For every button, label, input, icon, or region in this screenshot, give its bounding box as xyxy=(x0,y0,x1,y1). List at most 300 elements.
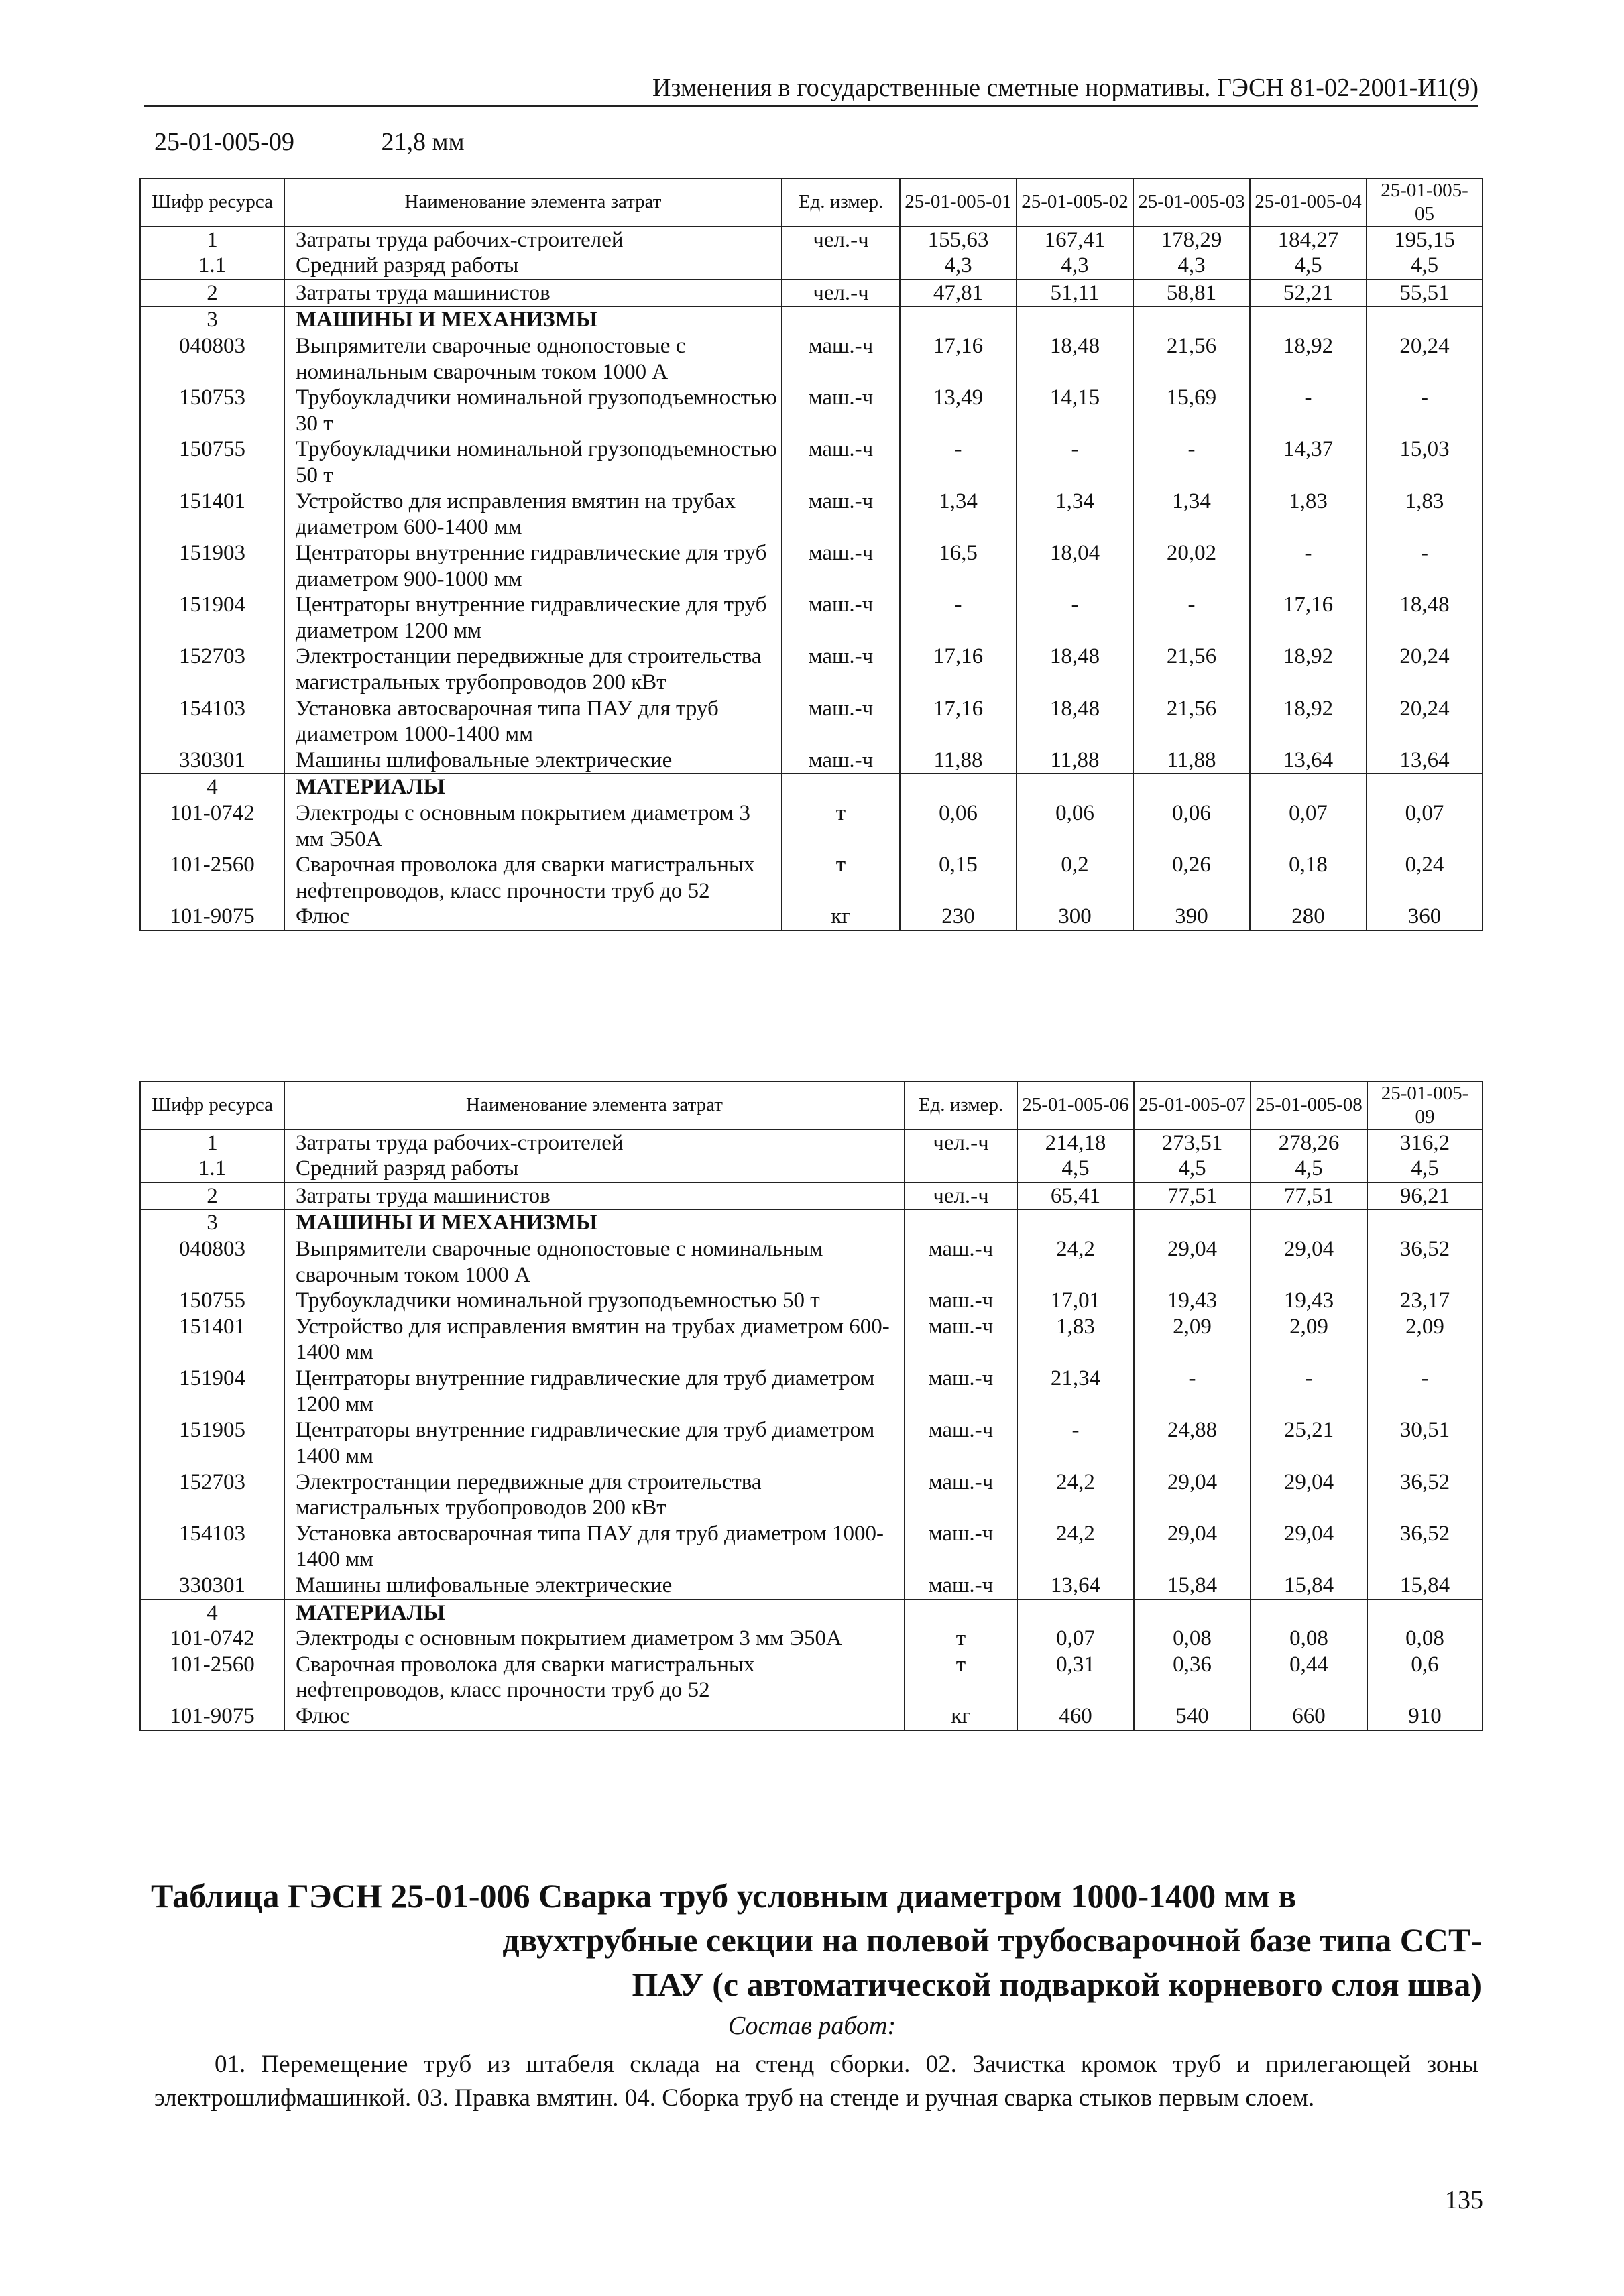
cell-value: 16,5 xyxy=(900,540,1017,592)
table-section-row xyxy=(140,1599,1483,1626)
cell-value: 660 xyxy=(1251,1703,1367,1730)
cell-value: 0,31 xyxy=(1017,1652,1134,1703)
cell-code: 2 xyxy=(140,280,284,307)
cell-unit xyxy=(905,1209,1017,1236)
cell-value: 4,5 xyxy=(1134,1156,1251,1183)
cell-code: 040803 xyxy=(140,333,284,385)
cell-value: 0,06 xyxy=(1017,800,1133,852)
cell-value: 13,64 xyxy=(1250,747,1367,774)
cell-value: 29,04 xyxy=(1251,1236,1367,1288)
norm-code: 25-01-005-09 xyxy=(154,128,294,156)
cell-value: 29,04 xyxy=(1251,1521,1367,1573)
cell-code: 330301 xyxy=(140,747,284,774)
cell-code: 4 xyxy=(140,1599,284,1626)
cell-value: 29,04 xyxy=(1134,1469,1251,1521)
cell-name: Центраторы внутренние гидравлические для труб диаметром 1200 мм xyxy=(284,592,782,644)
cell-unit: маш.-ч xyxy=(905,1521,1017,1573)
cell-value: 1,34 xyxy=(1017,489,1133,540)
cell-code: 150755 xyxy=(140,436,284,488)
cell-value: 540 xyxy=(1134,1703,1251,1730)
cell-value: 21,56 xyxy=(1133,644,1250,695)
cell-unit xyxy=(905,1599,1017,1626)
cell-value xyxy=(1017,774,1133,800)
table-row xyxy=(140,540,1483,592)
work-composition-heading: Состав работ: xyxy=(728,2012,896,2040)
cell-name: Флюс xyxy=(284,1703,905,1730)
header-col: 25-01-005-08 xyxy=(1251,1081,1367,1130)
cell-value: 1,34 xyxy=(1133,489,1250,540)
cell-value: 17,16 xyxy=(900,644,1017,695)
cell-unit: кг xyxy=(782,904,900,930)
cell-unit: маш.-ч xyxy=(782,747,900,774)
cell-unit: чел.-ч xyxy=(782,280,900,307)
cell-value xyxy=(900,306,1017,333)
cell-value: 0,15 xyxy=(900,852,1017,904)
table-section-row xyxy=(140,1209,1483,1236)
cell-value: 11,88 xyxy=(1133,747,1250,774)
header-unit: Ед. измер. xyxy=(905,1081,1017,1130)
cell-code: 1 xyxy=(140,227,284,253)
cell-value: - xyxy=(900,436,1017,488)
table-row xyxy=(140,1314,1483,1366)
cell-name: Электроды с основным покрытием диаметром 3 мм Э50А xyxy=(284,1626,905,1652)
cell-value xyxy=(900,774,1017,800)
cell-value: 15,69 xyxy=(1133,385,1250,436)
cell-name: Центраторы внутренние гидравлические для труб диаметром 1200 мм xyxy=(284,1366,905,1417)
cell-name: Устройство для исправления вмятин на трубах диаметром 600-1400 мм xyxy=(284,1314,905,1366)
cell-unit: маш.-ч xyxy=(905,1469,1017,1521)
cell-value: 65,41 xyxy=(1017,1183,1134,1210)
cell-value: 52,21 xyxy=(1250,280,1367,307)
cell-name: Сварочная проволока для сварки магистральных нефтепроводов, класс прочности труб до 52 xyxy=(284,1652,905,1703)
header-name: Наименование элемента затрат xyxy=(284,178,782,227)
cell-code: 150755 xyxy=(140,1288,284,1314)
cell-value: 36,52 xyxy=(1367,1469,1483,1521)
cell-value: 460 xyxy=(1017,1703,1134,1730)
cell-value: 278,26 xyxy=(1251,1130,1367,1156)
cell-name: МАТЕРИАЛЫ xyxy=(284,774,782,800)
table-row xyxy=(140,1652,1483,1703)
cell-unit xyxy=(782,306,900,333)
table-body xyxy=(140,1130,1483,1730)
cell-value: 20,24 xyxy=(1367,644,1483,695)
table-row xyxy=(140,385,1483,436)
cell-value: - xyxy=(1134,1366,1251,1417)
cell-value: 0,08 xyxy=(1251,1626,1367,1652)
cell-name: Установка автосварочная типа ПАУ для труб диаметром 1000-1400 мм xyxy=(284,696,782,747)
cell-unit: чел.-ч xyxy=(782,227,900,253)
cell-unit: маш.-ч xyxy=(782,696,900,747)
cell-value: 29,04 xyxy=(1134,1236,1251,1288)
title-rest: двухтрубные секции на полевой трубосварочной базе типа ССТ-ПАУ (с автоматической подваркой корневого слоя шва) xyxy=(502,1921,1482,2003)
cell-code: 152703 xyxy=(140,644,284,695)
table-row xyxy=(140,489,1483,540)
cell-value xyxy=(1367,1209,1483,1236)
cell-value xyxy=(1250,306,1367,333)
table-row xyxy=(140,644,1483,695)
cell-unit: маш.-ч xyxy=(782,540,900,592)
cell-code: 3 xyxy=(140,306,284,333)
cell-value: 0,36 xyxy=(1134,1652,1251,1703)
cell-code: 101-0742 xyxy=(140,800,284,852)
norm-table-1 xyxy=(139,178,1483,931)
table-row xyxy=(140,436,1483,488)
cell-value: 17,16 xyxy=(1250,592,1367,644)
cell-name: Затраты труда машинистов xyxy=(284,1183,905,1210)
cell-value: 20,24 xyxy=(1367,696,1483,747)
cell-name: Затраты труда машинистов xyxy=(284,280,782,307)
table-row xyxy=(140,852,1483,904)
cell-code: 040803 xyxy=(140,1236,284,1288)
cell-value: 17,16 xyxy=(900,696,1017,747)
cell-value: 47,81 xyxy=(900,280,1017,307)
cell-value: 29,04 xyxy=(1134,1521,1251,1573)
cell-unit: маш.-ч xyxy=(782,489,900,540)
table-row xyxy=(140,1130,1483,1156)
cell-code: 101-2560 xyxy=(140,1652,284,1703)
cell-value: 25,21 xyxy=(1251,1417,1367,1469)
cell-value: 13,64 xyxy=(1367,747,1483,774)
cell-unit xyxy=(782,774,900,800)
cell-value: 15,03 xyxy=(1367,436,1483,488)
table-row xyxy=(140,1288,1483,1314)
cell-value: 0,2 xyxy=(1017,852,1133,904)
cell-value: 4,3 xyxy=(900,253,1017,280)
cell-code: 154103 xyxy=(140,1521,284,1573)
cell-value: - xyxy=(1250,385,1367,436)
cell-value: 20,24 xyxy=(1367,333,1483,385)
cell-value: - xyxy=(1250,540,1367,592)
cell-value: 30,51 xyxy=(1367,1417,1483,1469)
cell-name: Средний разряд работы xyxy=(284,1156,905,1183)
cell-value: 0,08 xyxy=(1134,1626,1251,1652)
cell-value: 0,26 xyxy=(1133,852,1250,904)
cell-code: 151401 xyxy=(140,489,284,540)
cell-value: 19,43 xyxy=(1251,1288,1367,1314)
cell-value: 1,34 xyxy=(900,489,1017,540)
cell-value: 21,56 xyxy=(1133,333,1250,385)
cell-value: 4,5 xyxy=(1251,1156,1367,1183)
cell-value: 14,37 xyxy=(1250,436,1367,488)
cell-value: - xyxy=(1133,436,1250,488)
table-row xyxy=(140,1703,1483,1730)
cell-unit: маш.-ч xyxy=(905,1417,1017,1469)
cell-name: Машины шлифовальные электрические xyxy=(284,1573,905,1599)
cell-value: 0,06 xyxy=(1133,800,1250,852)
cell-unit: маш.-ч xyxy=(782,592,900,644)
cell-value: 36,52 xyxy=(1367,1521,1483,1573)
cell-unit: маш.-ч xyxy=(905,1288,1017,1314)
cell-value: 18,48 xyxy=(1017,644,1133,695)
cell-value xyxy=(1134,1599,1251,1626)
cell-value: 360 xyxy=(1367,904,1483,930)
cell-value: - xyxy=(900,592,1017,644)
cell-unit: маш.-ч xyxy=(782,644,900,695)
cell-unit: т xyxy=(782,800,900,852)
cell-value xyxy=(1133,774,1250,800)
header-text: Изменения в государственные сметные нормативы. ГЭСН 81-02-2001-И1(9) xyxy=(652,74,1478,102)
header-code: Шифр ресурса xyxy=(140,1081,284,1130)
table-row xyxy=(140,280,1483,307)
cell-value: 18,48 xyxy=(1367,592,1483,644)
cell-value: 0,06 xyxy=(900,800,1017,852)
cell-value: - xyxy=(1367,1366,1483,1417)
table-row xyxy=(140,696,1483,747)
cell-unit: кг xyxy=(905,1703,1017,1730)
cell-value: 0,6 xyxy=(1367,1652,1483,1703)
cell-code: 4 xyxy=(140,774,284,800)
norm-diameter: 21,8 мм xyxy=(381,128,465,156)
cell-value: 58,81 xyxy=(1133,280,1250,307)
table-row xyxy=(140,1156,1483,1183)
cell-value: 0,07 xyxy=(1250,800,1367,852)
cell-value: 15,84 xyxy=(1251,1573,1367,1599)
cell-name: МАШИНЫ И МЕХАНИЗМЫ xyxy=(284,306,782,333)
cell-value: 0,07 xyxy=(1367,800,1483,852)
cell-value: 11,88 xyxy=(1017,747,1133,774)
header-unit: Ед. измер. xyxy=(782,178,900,227)
cell-name: Установка автосварочная типа ПАУ для труб диаметром 1000-1400 мм xyxy=(284,1521,905,1573)
cell-unit: маш.-ч xyxy=(782,385,900,436)
cell-value: 390 xyxy=(1133,904,1250,930)
table-section-row xyxy=(140,774,1483,800)
cell-value: 4,3 xyxy=(1133,253,1250,280)
table-header-row xyxy=(140,1081,1483,1130)
header-code: Шифр ресурса xyxy=(140,178,284,227)
cell-value xyxy=(1250,774,1367,800)
cell-value xyxy=(1017,1599,1134,1626)
cell-code: 154103 xyxy=(140,696,284,747)
cell-code: 151903 xyxy=(140,540,284,592)
cell-name: Трубоукладчики номинальной грузоподъемностью 50 т xyxy=(284,1288,905,1314)
work-composition-text: 01. Перемещение труб из штабеля склада на стенд сборки. 02. Зачистка кромок труб и прилегающей зоны электрошлифмашинкой. 03. Правка вмятин. 04. Сборка труб на стенде и ручная сварка стыков первым слоем. xyxy=(154,2051,1478,2112)
code-line xyxy=(154,127,465,157)
cell-unit: т xyxy=(905,1626,1017,1652)
cell-name: Выпрямители сварочные однопостовые с номинальным сварочным током 1000 А xyxy=(284,333,782,385)
cell-unit: маш.-ч xyxy=(782,436,900,488)
cell-value: 910 xyxy=(1367,1703,1483,1730)
cell-value xyxy=(1251,1209,1367,1236)
cell-value: 77,51 xyxy=(1251,1183,1367,1210)
table-row xyxy=(140,333,1483,385)
header-name: Наименование элемента затрат xyxy=(284,1081,905,1130)
header-col: 25-01-005-03 xyxy=(1133,178,1250,227)
cell-unit: т xyxy=(782,852,900,904)
cell-code: 151904 xyxy=(140,1366,284,1417)
cell-value: 51,11 xyxy=(1017,280,1133,307)
cell-code: 3 xyxy=(140,1209,284,1236)
cell-value: 230 xyxy=(900,904,1017,930)
table-row xyxy=(140,253,1483,280)
cell-value: 4,5 xyxy=(1017,1156,1134,1183)
cell-value: - xyxy=(1133,592,1250,644)
cell-code: 1.1 xyxy=(140,1156,284,1183)
running-header xyxy=(144,70,1478,107)
cell-name: Сварочная проволока для сварки магистральных нефтепроводов, класс прочности труб до 52 xyxy=(284,852,782,904)
cell-value: - xyxy=(1017,592,1133,644)
cell-value: 0,44 xyxy=(1251,1652,1367,1703)
header-col: 25-01-005-01 xyxy=(900,178,1017,227)
cell-value: 4,5 xyxy=(1367,1156,1483,1183)
cell-value: 24,2 xyxy=(1017,1521,1134,1573)
cell-name: Электростанции передвижные для строительства магистральных трубопроводов 200 кВт xyxy=(284,1469,905,1521)
cell-code: 1 xyxy=(140,1130,284,1156)
cell-value: 55,51 xyxy=(1367,280,1483,307)
cell-value: 19,43 xyxy=(1134,1288,1251,1314)
title-line-1: Таблица ГЭСН 25-01-006 Сварка труб условным диаметром 1000-1400 мм в xyxy=(151,1877,1297,1915)
cell-code: 151401 xyxy=(140,1314,284,1366)
cell-value: - xyxy=(1367,385,1483,436)
cell-code: 152703 xyxy=(140,1469,284,1521)
table-row xyxy=(140,800,1483,852)
cell-value: 2,09 xyxy=(1134,1314,1251,1366)
table-row xyxy=(140,592,1483,644)
cell-value: 0,08 xyxy=(1367,1626,1483,1652)
cell-value: - xyxy=(1251,1366,1367,1417)
table-row xyxy=(140,1521,1483,1573)
cell-value: 77,51 xyxy=(1134,1183,1251,1210)
cell-code: 151905 xyxy=(140,1417,284,1469)
cell-unit: маш.-ч xyxy=(905,1366,1017,1417)
cell-value: 167,41 xyxy=(1017,227,1133,253)
cell-value: 273,51 xyxy=(1134,1130,1251,1156)
cell-value: 280 xyxy=(1250,904,1367,930)
cell-name: Устройство для исправления вмятин на трубах диаметром 600-1400 мм xyxy=(284,489,782,540)
cell-value: 214,18 xyxy=(1017,1130,1134,1156)
cell-value: 2,09 xyxy=(1367,1314,1483,1366)
cell-code: 2 xyxy=(140,1183,284,1210)
cell-value: 4,3 xyxy=(1017,253,1133,280)
cell-value: 18,48 xyxy=(1017,333,1133,385)
cell-name: Центраторы внутренние гидравлические для труб диаметром 900-1000 мм xyxy=(284,540,782,592)
cell-value: 4,5 xyxy=(1250,253,1367,280)
cell-value xyxy=(1367,774,1483,800)
cell-value: 24,88 xyxy=(1134,1417,1251,1469)
cell-code: 101-9075 xyxy=(140,1703,284,1730)
cell-code: 330301 xyxy=(140,1573,284,1599)
cell-code: 101-2560 xyxy=(140,852,284,904)
cell-value xyxy=(1251,1599,1367,1626)
header-col: 25-01-005-02 xyxy=(1017,178,1133,227)
header-col: 25-01-005-05 xyxy=(1367,178,1483,227)
table-body xyxy=(140,227,1483,930)
cell-value: 1,83 xyxy=(1250,489,1367,540)
table-row xyxy=(140,1573,1483,1599)
cell-name: Затраты труда рабочих-строителей xyxy=(284,227,782,253)
cell-name: Затраты труда рабочих-строителей xyxy=(284,1130,905,1156)
cell-code: 150753 xyxy=(140,385,284,436)
cell-name: Флюс xyxy=(284,904,782,930)
cell-value: 21,34 xyxy=(1017,1366,1134,1417)
cell-name: МАШИНЫ И МЕХАНИЗМЫ xyxy=(284,1209,905,1236)
table-row xyxy=(140,1236,1483,1288)
cell-value: 23,17 xyxy=(1367,1288,1483,1314)
cell-value: 29,04 xyxy=(1251,1469,1367,1521)
cell-value: 2,09 xyxy=(1251,1314,1367,1366)
cell-name: Трубоукладчики номинальной грузоподъемностью 30 т xyxy=(284,385,782,436)
header-col: 25-01-005-04 xyxy=(1250,178,1367,227)
table-row xyxy=(140,1183,1483,1210)
cell-value: 24,2 xyxy=(1017,1236,1134,1288)
cell-value: 0,24 xyxy=(1367,852,1483,904)
cell-value: 14,15 xyxy=(1017,385,1133,436)
cell-name: Трубоукладчики номинальной грузоподъемностью 50 т xyxy=(284,436,782,488)
cell-value: 178,29 xyxy=(1133,227,1250,253)
table-row xyxy=(140,1469,1483,1521)
cell-value: 96,21 xyxy=(1367,1183,1483,1210)
cell-value: 18,48 xyxy=(1017,696,1133,747)
table-row xyxy=(140,1366,1483,1417)
cell-value: 13,49 xyxy=(900,385,1017,436)
cell-value: 195,15 xyxy=(1367,227,1483,253)
cell-value: 0,18 xyxy=(1250,852,1367,904)
cell-code: 101-0742 xyxy=(140,1626,284,1652)
cell-value: 11,88 xyxy=(900,747,1017,774)
header-col: 25-01-005-07 xyxy=(1134,1081,1251,1130)
table-row xyxy=(140,747,1483,774)
cell-value: 184,27 xyxy=(1250,227,1367,253)
cell-value: 18,92 xyxy=(1250,696,1367,747)
cell-value: 18,92 xyxy=(1250,333,1367,385)
cell-value: 300 xyxy=(1017,904,1133,930)
table-section-row xyxy=(140,306,1483,333)
table-row xyxy=(140,904,1483,930)
cell-name: Машины шлифовальные электрические xyxy=(284,747,782,774)
cell-value: 18,92 xyxy=(1250,644,1367,695)
cell-value: 155,63 xyxy=(900,227,1017,253)
cell-value: 20,02 xyxy=(1133,540,1250,592)
cell-value: 4,5 xyxy=(1367,253,1483,280)
cell-value: 13,64 xyxy=(1017,1573,1134,1599)
cell-value xyxy=(1367,1599,1483,1626)
norm-table-2 xyxy=(139,1081,1483,1731)
cell-unit: чел.-ч xyxy=(905,1183,1017,1210)
cell-value: 17,16 xyxy=(900,333,1017,385)
table-title xyxy=(151,1874,1482,2006)
cell-value: - xyxy=(1367,540,1483,592)
cell-name: Выпрямители сварочные однопостовые с номинальным сварочным током 1000 А xyxy=(284,1236,905,1288)
cell-code: 101-9075 xyxy=(140,904,284,930)
cell-value: 17,01 xyxy=(1017,1288,1134,1314)
cell-value: 15,84 xyxy=(1367,1573,1483,1599)
cell-value: 24,2 xyxy=(1017,1469,1134,1521)
cell-value xyxy=(1017,1209,1134,1236)
cell-code: 151904 xyxy=(140,592,284,644)
cell-unit xyxy=(782,253,900,280)
cell-unit: чел.-ч xyxy=(905,1130,1017,1156)
cell-value xyxy=(1017,306,1133,333)
table-row xyxy=(140,227,1483,253)
cell-name: Электроды с основным покрытием диаметром 3 мм Э50А xyxy=(284,800,782,852)
cell-name: Электростанции передвижные для строительства магистральных трубопроводов 200 кВт xyxy=(284,644,782,695)
header-col: 25-01-005-06 xyxy=(1017,1081,1134,1130)
cell-value: 18,04 xyxy=(1017,540,1133,592)
cell-name: Средний разряд работы xyxy=(284,253,782,280)
cell-value: 36,52 xyxy=(1367,1236,1483,1288)
cell-value: 21,56 xyxy=(1133,696,1250,747)
cell-value: 0,07 xyxy=(1017,1626,1134,1652)
cell-value: - xyxy=(1017,436,1133,488)
cell-unit: маш.-ч xyxy=(905,1314,1017,1366)
cell-unit: маш.-ч xyxy=(905,1573,1017,1599)
cell-unit: т xyxy=(905,1652,1017,1703)
cell-value: 316,2 xyxy=(1367,1130,1483,1156)
header-col: 25-01-005-09 xyxy=(1367,1081,1483,1130)
cell-name: МАТЕРИАЛЫ xyxy=(284,1599,905,1626)
cell-value xyxy=(1133,306,1250,333)
table-row xyxy=(140,1417,1483,1469)
cell-value xyxy=(1134,1209,1251,1236)
